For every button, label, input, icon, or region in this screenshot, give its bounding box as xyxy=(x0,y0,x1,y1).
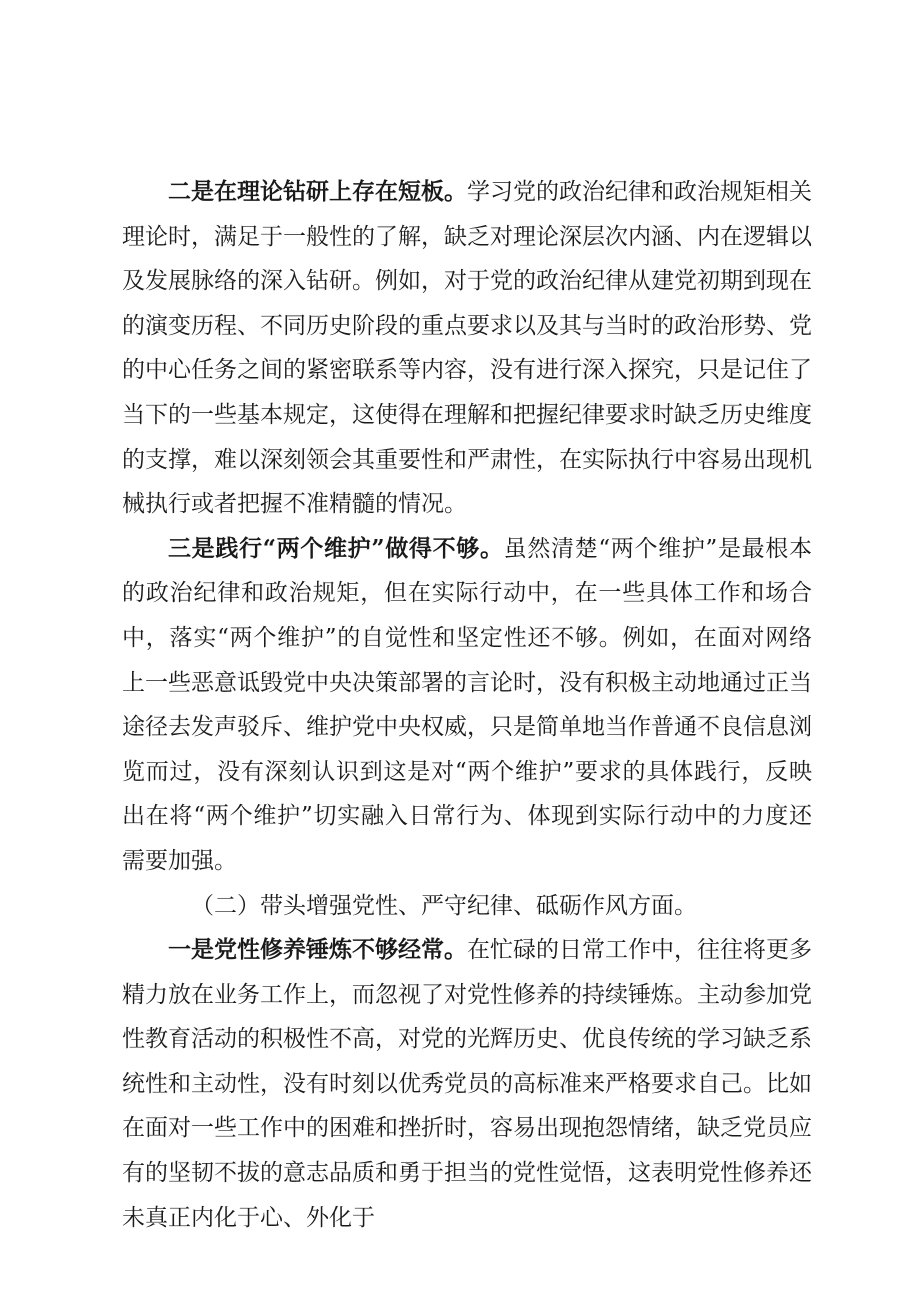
paragraph-text: 学习党的政治纪律和政治规矩相关理论时，满足于一般性的了解，缺乏对理论深层次内涵、内在逻辑以及发展脉络的深入钻研。例如，对于党的政治纪律从建党初期到现在的演变历程、不同历史阶段的重点要求以及其与当时的政治形势、党的中心任务之间的紧密联系等内容，没有进行深入探究，只是记住了当下的一些基本规定，这使得在理解和把握纪律要求时缺乏历史维度的支撑，难以深刻领会其重要性和严肃性，在实际执行中容易出现机械执行或者把握不准精髓的情况。 xyxy=(122,179,812,518)
paragraph-lead: 一是党性修养锤炼不够经常。 xyxy=(168,936,467,964)
paragraph-party-spirit xyxy=(122,928,812,1240)
section-heading: （二）带头增强党性、严守纪律、砥砺作风方面。 xyxy=(191,892,697,919)
paragraph-two-safeguards xyxy=(122,527,812,884)
paragraph-theory-study xyxy=(122,170,812,527)
document-body xyxy=(122,170,812,1240)
paragraph-text: 在忙碌的日常工作中，往往将更多精力放在业务工作上，而忽视了对党性修养的持续锤炼。主动参加党性教育活动的积极性不高，对党的光辉历史、优良传统的学习缺乏系统性和主动性，没有时刻以优秀党员的高标准来严格要求自己。比如在面对一些工作中的困难和挫折时，容易出现抱怨情绪，缺乏党员应有的坚韧不拔的意志品质和勇于担当的党性觉悟，这表明党性修养还未真正内化于心、外化于 xyxy=(122,937,812,1231)
paragraph-lead: 三是践行“两个维护”做得不够。 xyxy=(168,534,504,562)
paragraph-text: 虽然清楚“两个维护”是最根本的政治纪律和政治规矩，但在实际行动中，在一些具体工作和场合中，落实“两个维护”的自觉性和坚定性还不够。例如，在面对网络上一些恶意诋毁党中央决策部署的言论时，没有积极主动地通过正当途径去发声驳斥、维护党中央权威，只是简单地当作普通不良信息浏览而过，没有深刻认识到这是对“两个维护”要求的具体践行，反映出在将“两个维护”切实融入日常行为、体现到实际行动中的力度还需要加强。 xyxy=(122,535,812,874)
paragraph-lead: 二是在理论钻研上存在短板。 xyxy=(168,178,467,205)
